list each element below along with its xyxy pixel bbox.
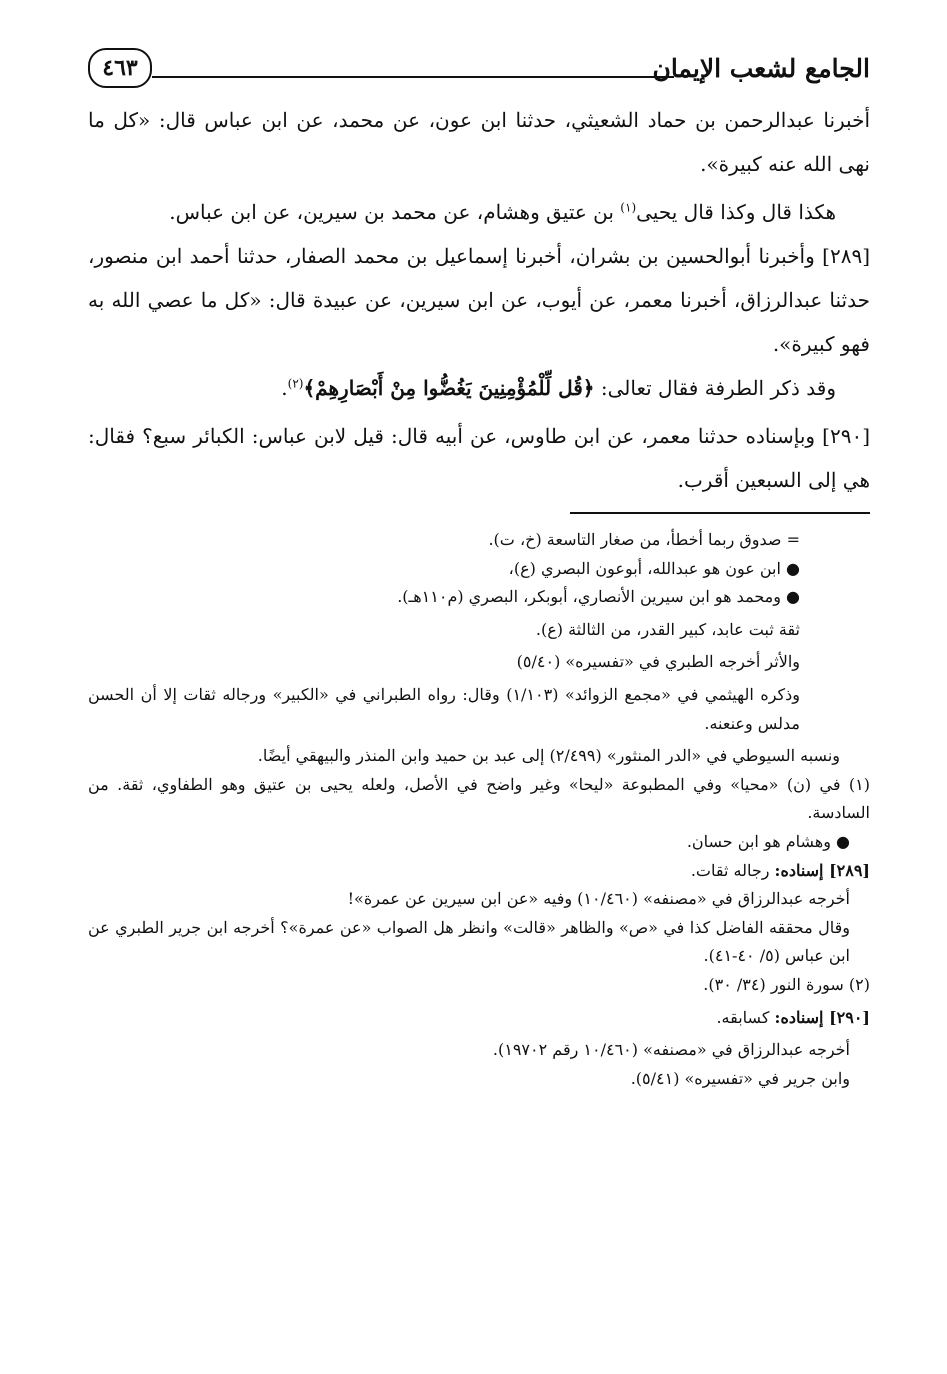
paragraph xyxy=(88,98,870,186)
narration-text: أخبرنا عبدالرحمن بن حماد الشعيثي، حدثنا ابن عون، عن محمد، عن ابن عباس قال: «كل ما نهى الله عنه كبيرة». xyxy=(88,108,870,176)
footnote-line: ● وهشام هو ابن حسان. xyxy=(686,831,850,851)
footnote-line: والأثر أخرجه الطبري في «تفسيره» (٥/٤٠) xyxy=(516,652,800,672)
isnad-text: كسابقه. xyxy=(716,1007,775,1027)
paragraph xyxy=(88,234,870,366)
footnote-line: وقال محققه الفاضل كذا في «ص» والظاهر «قالت» وانظر هل الصواب «عن عمرة»؟ أخرجه ابن جرير الطبري عن ابن عباس (٥/ ٤٠-٤١). xyxy=(88,917,850,966)
narration-text: هكذا قال وكذا قال يحيى xyxy=(636,200,836,224)
narration-text: وقد ذكر الطرفة فقال تعالى: xyxy=(594,376,836,400)
footnote-line: وذكره الهيثمي في «مجمع الزوائد» (١/١٠٣) وقال: رواه الطبراني في «الكبير» ورجاله ثقات إلا أن الحسن مدلس وعنعنه. xyxy=(88,684,800,733)
footnote-line xyxy=(88,857,870,886)
narration-text: [٢٩٠] وبإسناده حدثنا معمر، عن ابن طاوس، عن أبيه قال: قيل لابن عباس: الكبائر سبع؟ فقال: هي إلى السبعين أقرب. xyxy=(88,424,870,492)
header-rule xyxy=(152,76,674,78)
footnote-ref: (٢) xyxy=(287,376,304,391)
paragraph xyxy=(88,366,870,410)
narration-text: . xyxy=(281,376,288,400)
footnote-line: أخرجه عبدالرزاق في «مصنفه» (١٠/٤٦٠ رقم ١٩٧٠٢). xyxy=(492,1040,850,1060)
footnote-line xyxy=(88,1004,870,1033)
footnote-line: أخرجه عبدالرزاق في «مصنفه» (١٠/٤٦٠) وفيه «عن ابن سيرين عن عمرة»! xyxy=(347,889,850,909)
footnote-line: (١) في (ن) «محيا» وفي المطبوعة «ليحا» وغير واضح في الأصل، ولعله يحيى بن عتيق وهو الطفاوي، ثقة. من السادسة. xyxy=(88,774,870,823)
paragraph xyxy=(88,190,870,234)
footnote-line: ● ومحمد هو ابن سيرين الأنصاري، أبوبكر، البصري (م١١٠هـ). xyxy=(397,587,800,607)
footnotes xyxy=(88,526,870,1093)
footnote-line: وابن جرير في «تفسيره» (٥/٤١). xyxy=(630,1068,850,1088)
running-header xyxy=(88,40,870,98)
isnad-label: [٢٨٩] إسناده: xyxy=(774,860,870,880)
narration-text: بن عتيق وهشام، عن محمد بن سيرين، عن ابن عباس. xyxy=(169,200,621,224)
footnote-line: (٢) سورة النور (٣٤/ ٣٠). xyxy=(703,974,870,994)
footnote-line: ونسبه السيوطي في «الدر المنثور» (٢/٤٩٩) إلى عبد بن حميد وابن المنذر والبيهقي أيضًا. xyxy=(257,746,840,766)
main-text xyxy=(88,98,870,502)
footnote-line: = صدوق ربما أخطأ، من صغار التاسعة (خ، ت). xyxy=(488,530,800,549)
footnote-line: ثقة ثبت عابد، كبير القدر، من الثالثة (ع). xyxy=(535,619,800,639)
paragraph xyxy=(88,414,870,502)
footnote-ref: (١) xyxy=(620,200,637,215)
page-number: ٤٦٣ xyxy=(88,48,152,88)
page xyxy=(88,40,870,1093)
narration-text: [٢٨٩] وأخبرنا أبوالحسين بن بشران، أخبرنا إسماعيل بن محمد الصفار، حدثنا أحمد ابن منصور، حدثنا عبدالرزاق، أخبرنا معمر، عن أيوب، عن ابن سيرين، عن عبيدة قال: «كل ما عصي الله به فهو كبيرة». xyxy=(88,244,870,356)
footnote-line: ● ابن عون هو عبدالله، أبوعون البصري (ع)، xyxy=(508,558,800,578)
footnote-divider xyxy=(570,512,870,514)
book-title: الجامع لشعب الإيمان xyxy=(652,54,870,83)
isnad-text: رجاله ثقات. xyxy=(690,860,775,880)
quran-verse: ﴿قُل لِّلْمُؤْمِنِينَ يَغُضُّوا مِنْ أَبْصَارِهِمْ﴾ xyxy=(303,376,595,400)
isnad-label: [٢٩٠] إسناده: xyxy=(774,1007,870,1027)
